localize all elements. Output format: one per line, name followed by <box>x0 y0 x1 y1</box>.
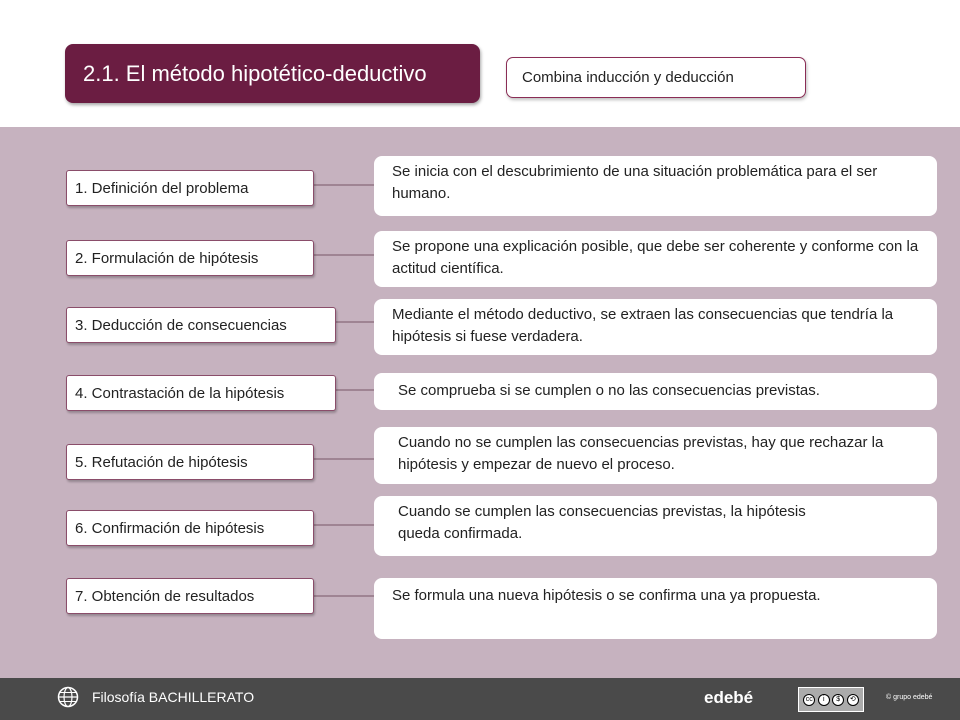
step-description: Mediante el método deductivo, se extraen las consecuencias que tendría la hipótesis si fuese verdadera. <box>374 299 937 355</box>
step-label: 2. Formulación de hipótesis <box>66 240 314 276</box>
step-label: 3. Deducción de consecuencias <box>66 307 336 343</box>
step-description: Cuando se cumplen las consecuencias previstas, la hipótesis queda confirmada. <box>374 496 937 556</box>
connector-line <box>313 524 374 526</box>
globe-icon <box>57 686 79 708</box>
step-description: Se propone una explicación posible, que debe ser coherente y conforme con la actitud científica. <box>374 231 937 287</box>
connector-line <box>313 254 374 256</box>
cc-mark-icon: cc <box>803 694 815 706</box>
page-title: 2.1. El método hipotético-deductivo <box>83 60 427 86</box>
subtitle-box <box>506 57 806 98</box>
connector-line <box>313 184 374 186</box>
step-description: Cuando no se cumplen las consecuencias previstas, hay que rechazar la hipótesis y empezar de nuevo el proceso. <box>374 427 937 484</box>
step-label: 5. Refutación de hipótesis <box>66 444 314 480</box>
step-label: 6. Confirmación de hipótesis <box>66 510 314 546</box>
course-label: Filosofía BACHILLERATO <box>92 689 255 705</box>
header-band <box>0 0 960 127</box>
connector-line <box>336 389 374 391</box>
step-description: Se inicia con el descubrimiento de una situación problemática para el ser humano. <box>374 156 937 216</box>
title-box <box>65 44 480 103</box>
page-subtitle: Combina inducción y deducción <box>522 69 734 86</box>
copyright-text: © grupo edebé <box>886 694 933 701</box>
step-description: Se formula una nueva hipótesis o se confirma una ya propuesta. <box>374 578 937 639</box>
publisher-logo: edebé <box>704 688 754 707</box>
step-label: 4. Contrastación de la hipótesis <box>66 375 336 411</box>
footer-bar <box>0 678 960 720</box>
by-mark-icon: i <box>818 694 830 706</box>
nc-mark-icon: $ <box>832 694 844 706</box>
connector-line <box>313 595 374 597</box>
step-label: 1. Definición del problema <box>66 170 314 206</box>
creative-commons-by-nc-sa-icon <box>798 687 864 712</box>
step-description: Se comprueba si se cumplen o no las consecuencias previstas. <box>374 373 937 410</box>
sa-mark-icon: ⟲ <box>847 694 859 706</box>
connector-line <box>313 458 374 460</box>
connector-line <box>336 321 374 323</box>
step-label: 7. Obtención de resultados <box>66 578 314 614</box>
